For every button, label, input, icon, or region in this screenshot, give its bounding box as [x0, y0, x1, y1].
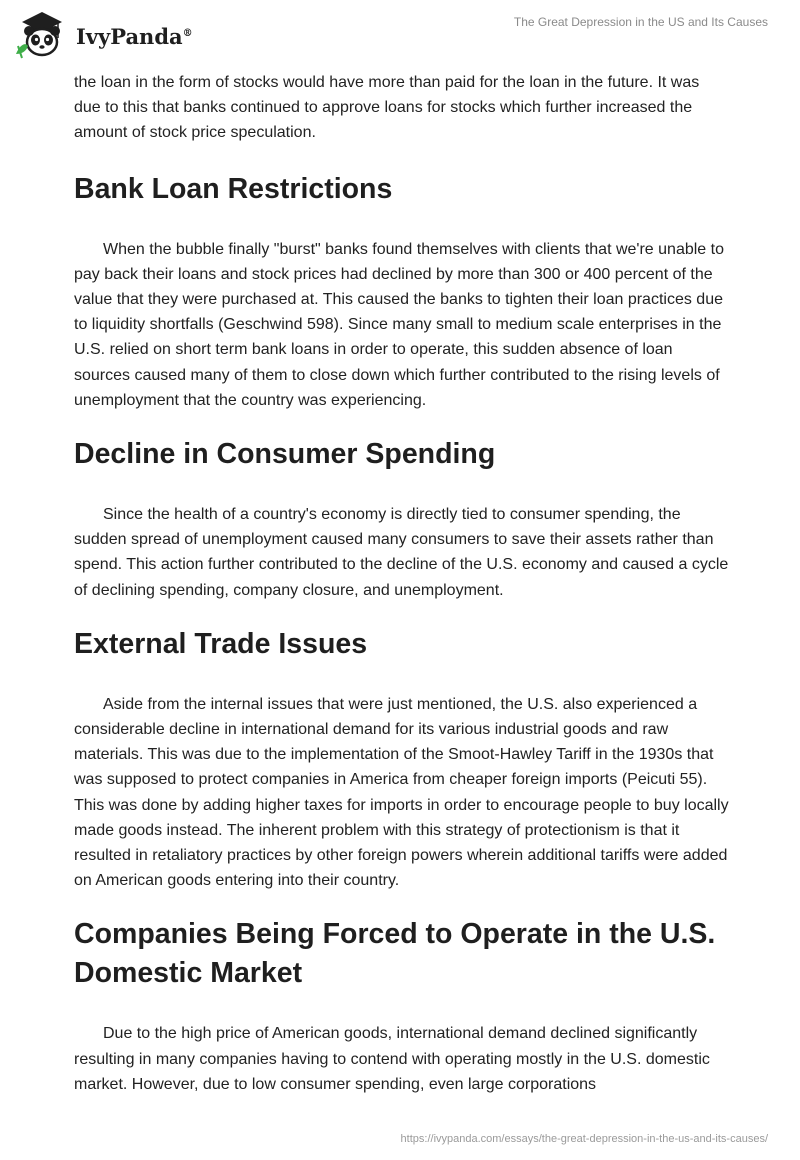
intro-paragraph: the loan in the form of stocks would have more than paid for the loan in the future. It was due to this that banks continued to approve loans for stocks which further increased the amount of stock price speculation. — [74, 74, 700, 142]
source-url[interactable]: https://ivypanda.com/essays/the-great-depression-in-the-us-and-its-causes/ — [400, 1133, 768, 1145]
page-header — [0, 0, 800, 70]
article-body — [74, 70, 730, 1097]
section-paragraph: When the bubble finally "burst" banks found themselves with clients that we're unable to pay back their loans and stock prices had declined by more than 300 or 400 percent of the value that they were purchased at. This caused the banks to tighten their loan practices due to liquidity shortfalls (Geschwind 598). Since many small to medium scale enterprises in the U.S. relied on short term bank loans in order to operate, this sudden absence of loan sources caused many of them to close down which further contributed to the rising levels of unemployment that the country was experiencing. — [74, 240, 724, 409]
section-paragraph: Due to the high price of American goods, international demand declined significantly resulting in many companies having to contend with operating mostly in the U.S. domestic market. However, due to low consumer spending, even large corporations — [74, 1025, 710, 1093]
section-heading: Bank Loan Restrictions — [74, 172, 393, 205]
section-heading: Companies Being Forced to Operate in the U.S. Domestic Market — [74, 918, 716, 990]
document-title: The Great Depression in the US and Its Causes — [513, 15, 768, 29]
section-heading: External Trade Issues — [74, 627, 368, 660]
section-paragraph: Aside from the internal issues that were just mentioned, the U.S. also experienced a considerable decline in international demand for its various industrial goods and raw materials. This was due to the implementation of the Smoot-Hawley Tariff in the 1930s that was supposed to protect companies in America from cheaper foreign imports (Peicuti 55). This was done by adding higher taxes for imports in order to encourage people to buy locally made goods instead. The inherent problem with this strategy of protectionism is that it resulted in retaliatory practices by other foreign powers wherein additional tariffs were added on American goods entering into their country. — [74, 695, 729, 890]
panda-graduation-cap-icon — [14, 6, 70, 62]
brand-name: IvyPanda® — [76, 23, 193, 49]
section-paragraph: Since the health of a country's economy is directly tied to consumer spending, the sudden spread of unemployment caused many consumers to save their assets rather than spend. This action further contributed to the decline of the U.S. economy and caused a cycle of declining spending, company closure, and unemployment. — [74, 506, 729, 599]
section-heading: Decline in Consumer Spending — [74, 438, 496, 471]
ivypanda-logo[interactable] — [14, 6, 193, 62]
